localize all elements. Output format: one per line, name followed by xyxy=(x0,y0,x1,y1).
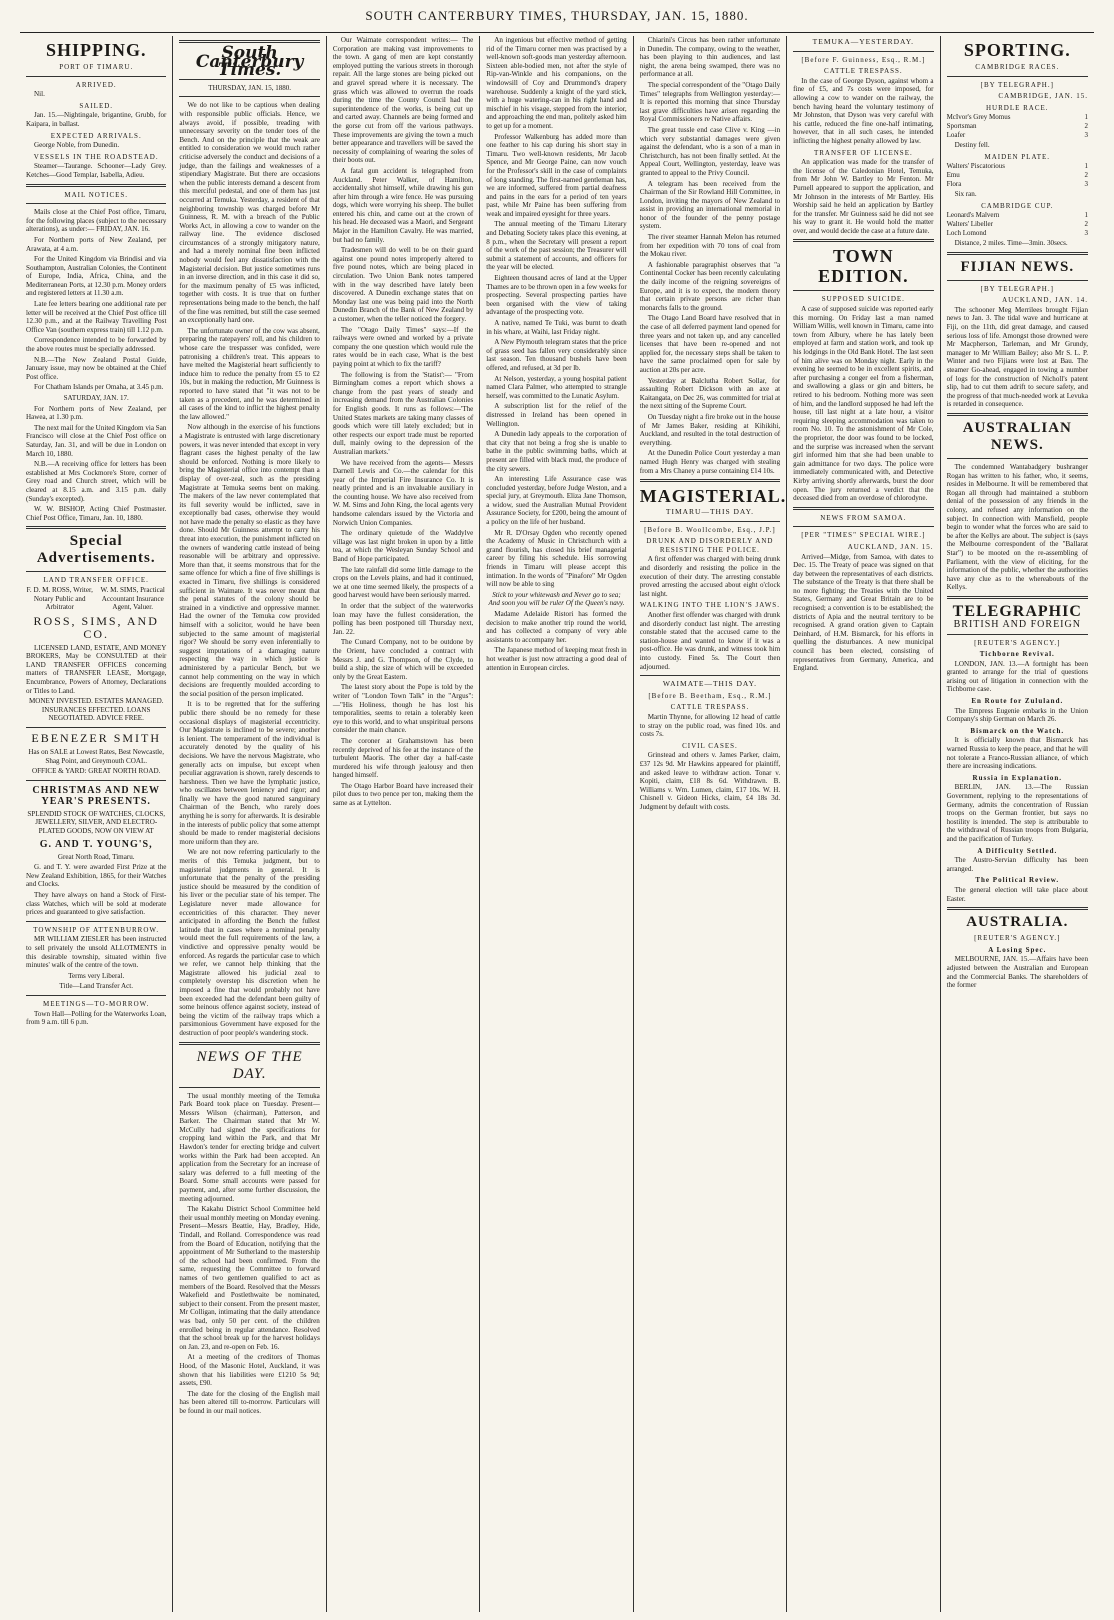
column-4 xyxy=(480,36,633,1612)
losing-heading: A Losing Spec. xyxy=(988,945,1047,954)
result-row: Sportsman 2 xyxy=(946,121,1088,130)
temuka-cattle-text: In the case of George Dyson, against whom a fine of £5, and 7s costs were imposed, for allowing a cow to wander on the railway, the bench having heard the voluntary testimony of Mr Johnston, that Dyson was very careful with his cattle, reduced the fine one-half intimating, however, that in all such cases, he intended inflicting the highest penalty allowed by law. xyxy=(793,76,934,145)
smith-office: OFFICE & YARD: GREAT NORTH ROAD. xyxy=(31,767,161,776)
news-paragraph: The Japanese method of keeping meat fresh in hot weather is just now attracting a good deal of attention in European circles. xyxy=(486,646,627,672)
township-heading: TOWNSHIP OF ATTENBURROW. xyxy=(33,925,160,934)
masthead: SOUTH CANTERBURY TIMES, THURSDAY, JAN. 15, 1880. xyxy=(20,8,1094,33)
ross-text: LICENSED LAND, ESTATE, AND MONEY BROKERS, May be CONSULTED at their LAND TRANSFER OFFICES concerning matters of TRANSFER LEASE, Mortgage, Encumbrance, Powers of Attorney, Declarations or Titles to Land. xyxy=(26,643,167,695)
result-row: Flora 3 xyxy=(946,179,1088,188)
sporting-title: SPORTING. xyxy=(963,40,1071,60)
arrived-text: Nil. xyxy=(34,90,45,99)
fijian-dateline: AUCKLAND, JAN. 14. xyxy=(1002,296,1088,305)
news-paragraph: The coroner at Grahamstown has been recently deprived of his fee at the instance of the turbulent Maoris. The other day a half-caste murdered his wife through jealousy and then hanged himself. xyxy=(332,736,474,780)
fijian-text: The schooner Meg Merrilees brought Fijian news to Jan. 3. The tidal wave and hurricane at Fiji, on the 11th, did great damage, and caused serious loss of life. Amongst those drowned were Mr Macpherson, Tarleman, and Mr Grundy, manager to Mr William Bailey; also Mr S. L. P. Winter and two Fijians were lost at Bau. The steamer Go-ahead, engaged in towing a number of logs for the construction of Nicholl's patent slip, had to cut them adrift to secure safety, and the progress of that much-needed work at Levuka is retarded in consequence. xyxy=(946,305,1088,409)
mail-paragraph: For Northern ports of New Zealand, per Hawea, at 1.30 p.m. xyxy=(26,404,167,422)
bismarck-heading: Bismarck on the Watch. xyxy=(970,726,1065,735)
russia-heading: Russia in Explanation. xyxy=(972,773,1063,782)
fijian-title: FIJIAN NEWS. xyxy=(960,258,1075,275)
result-row: Emu 2 xyxy=(946,170,1088,179)
column-2 xyxy=(173,36,326,1612)
fijian-by: [BY TELEGRAPH.] xyxy=(980,284,1054,293)
town-edition-title: TOWN EDITION. xyxy=(818,246,909,287)
maiden-results xyxy=(947,162,1088,188)
mail-paragraph: Mails close at the Chief Post office, Timaru, for the following places (subject to the necessary alterations), as under:— FRIDAY, JAN. 16. xyxy=(26,208,167,234)
news-paragraph: A fatal gun accident is telegraphed from Auckland. Peter Walker, of Hamilton, accidentally shot himself, while drawing his gun after him through a wire fence. He was pursuing dogs, which were worrying his sheep. The bullet entered his chin, and came out at the crown of his head. He deceased was a Maori, and Sergeant Major in the Hamilton Cavalry. He was married, but had no family. xyxy=(332,166,474,244)
smith-text: Has on SALE at Lowest Rates, Best Newcastle, Shag Point, and Greymouth COAL. xyxy=(28,748,165,765)
cambridge-dateline: CAMBRIDGE, JAN. 15. xyxy=(998,92,1088,101)
news-paragraph: A Dunedin lady appeals to the corporation of that city that not being a frog she is unable to bathe in the public swimming baths, which at present are filled with black mud, the produce of the city sewers. xyxy=(486,430,627,473)
port-heading: PORT OF TIMARU. xyxy=(59,63,134,71)
eugenie-text: The Empress Eugenie embarks in the Union Company's ship German on March 26. xyxy=(946,706,1088,724)
title-land-text: Title—Land Transfer Act. xyxy=(59,982,134,991)
ross-sims-heading: ROSS, SIMS, AND CO. xyxy=(33,613,159,641)
terms-text: Terms very Liberal. xyxy=(68,971,125,980)
mail-paragraph: N.B.—The New Zealand Postal Guide, January issue, may now be obtained at the Chief Post office. xyxy=(26,355,167,381)
paper-name: South Canterbury Times. xyxy=(195,43,304,81)
magisterial-subtitle: TIMARU—THIS DAY. xyxy=(665,507,754,517)
samoa-text: Arrived—Midge, from Samoa, with dates to Dec. 15. The Treaty of peace was signed on that day between the representatives of each districts. The substance of the Treaty is that there shall be no more fighting; the Treaties with the United States, Germany and Great Britain are to be recognised; a convention is to be established; the districts of Apia and the neutral territory to be recognised. A grand oration given to Captain Deinhard, of H.M. Bismarck, for his efforts in quelling the disturbances. A new municipal council has been elected, consisting of representatives from Germany, America, and England. xyxy=(793,552,934,673)
mail-paragraph: For Northern ports of New Zealand, per Arawata, at 4 a.m. xyxy=(26,235,167,253)
drunk-text: A first offender was charged with being drunk and disorderly and resisting the police in the execution of their duty. The arresting constable proved arresting the accused about eight o'clock last night. xyxy=(639,555,781,598)
cambridge-title: CAMBRIDGE RACES. xyxy=(975,63,1060,71)
news-paragraph: A native, named Te Tuki, was burnt to death in his whare, at Waihi, last Friday night. xyxy=(486,319,627,336)
cup-heading: CAMBRIDGE CUP. xyxy=(981,201,1054,210)
telegraphic-subtitle: BRITISH AND FOREIGN xyxy=(953,618,1081,630)
news-paragraph: The usual monthly meeting of the Temuka Park Board took place on Tuesday. Present—Messrs Wilson (chairman), Patterson, and Barker. The Chairman stated that Mr W. McCully had signed the specifications for cropping land within the Park, and that Mr Hawdon's tender for erecting bridge and culvert works within the Park had been accepted. An application from the Secretary for an increase of salary was deferred to a full meeting of the Board. Some small accounts were passed for payment, and, after some further discussion, the meeting adjourned. xyxy=(179,1091,320,1203)
firm-right: W. M. SIMS, Practical Accountant Insurance Agent, Valuer. xyxy=(100,585,165,612)
difficulty-heading: A Difficulty Settled. xyxy=(977,846,1058,855)
news-paragraph: The late rainfall did some little damage to the crops on the Levels plains, and had it continued, we at one time seemed likely, the prospects of a good harvest would have been seriously marred. xyxy=(332,565,474,600)
news-paragraph: Madame Adelaide Ristori has formed the decision to make another trip round the world, and has collected a company of very able assistants to accompany her. xyxy=(486,610,627,644)
editorial-paragraph: It is to be regretted that for the suffering public there should be no remedy for these occasional displays of magisterial eccentricity. Our Magistrate is inclined to be severe; another is lenient. The temperament of the individual is accurately denoted by the quality of his decisions. We have the nervous Magistrate, who generally acts on impulse, but except when peculiar aggravation is shown, rarely descends to harshness. Then we have the lymphatic justice, who oscillates between leniency and rigor; and finally we have the good natured sanguinary Chairman of the Bench, who rarely does anything he is sorry for afterwards. It is desirable in the interests of public policy that some attempt should be made to render magisterial decisions more uniform than they are. xyxy=(179,700,320,846)
political-heading: The Political Review. xyxy=(975,876,1060,885)
news-paragraph: At the Dunedin Police Court yesterday a man named Hugh Henry was charged with stealing from a Mrs Chaney a purse containing £14 10s. xyxy=(639,449,781,475)
meetings-heading: MEETINGS—TO-MORROW. xyxy=(43,999,150,1008)
mail-title: MAIL NOTICES. xyxy=(64,190,129,199)
temuka-title: TEMUKA—YESTERDAY. xyxy=(812,37,915,46)
news-paragraph: The Kakahu District School Committee held their usual monthly meeting on Monday evening. Present—Messrs Beattie, Hay, Bradley, Hide, Tindall, and Rolland. Correspondence was read from the Board of Education, notifying that the appointment of Mr Sutherland to the mastership of the school had been confirmed. From the same, requesting the Committee to forward names of two gentlemen qualified to act as members of the Board. Resolved that the Messrs Wakefield and Postlethwaite be nominated, subject to their consent. From the present master, Mr Colligan, intimating that the daily attendance was bad, only 50 per cent. of the children enrolled being in regular attendance. Resolved that the school break up for the harvest holidays on Jan. 23, and re-open on Feb. 16. xyxy=(179,1205,320,1351)
expected-text: George Noble, from Dunedin. xyxy=(34,141,120,150)
young-text: G. and T. Y. were awarded First Prize at the New Zealand Exhibition, 1865, for their Watches and Clocks. xyxy=(26,863,167,889)
young-address: Great North Road, Timaru. xyxy=(57,852,135,861)
news-paragraph: The river steamer Hannah Melon has returned from her expedition with 70 tons of coal from the Mokau river. xyxy=(639,233,781,259)
cup-results xyxy=(947,211,1088,237)
news-of-the-day-title: NEWS OF THE DAY. xyxy=(196,1048,303,1082)
news-paragraph: Eighteen thousand acres of land at the Upper Thames are to be thrown open in a few weeks for prospecting. Several prospecting parties have been organised with the view of taking advantage of the prospecting vote. xyxy=(486,274,627,317)
civil-heading: CIVIL CASES. xyxy=(682,741,738,750)
shipping-title: SHIPPING. xyxy=(45,40,147,60)
tichborne-text: LONDON, JAN. 13.—A fortnight has been granted to arrange for the trial of questions arising out of litigation in connection with the Tichborne case. xyxy=(946,659,1088,694)
news-paragraph: Our Waimate correspondent writes:— The Corporation are making vast improvements to the town. A gang of men are kept constantly employed putting the various streets in thorough repair. All the large stones are being picked out and gravel spread where it is necessary. The grass which was allowed to overrun the roads during the time the County Council had the superintendence of the works, is being cut up and carted away. Channels are being formed and the gorse cut from off the various pathways. These improvements are giving the town a much better appearance and travellers will be saved the necessity of complaining of wearing the soles of their boots out. xyxy=(332,36,474,165)
mail-paragraph: Late fee letters bearing one additional rate per letter will be received at the Chief Post office till 12.30 p.m., and at the Railway Travelling Post Office Van (southern express train) till 1.12 p.m. xyxy=(26,300,167,334)
mail-paragraph: N.B.—A receiving office for letters has been established at Mrs Cockmore's Store, corner of Grey road and Church street, which will be cleared at 8.15 a.m. and 3.15 p.m. daily (Sunday's excepted). xyxy=(26,460,167,503)
waimate-before: [Before B. Beetham, Esq., R.M.] xyxy=(648,691,772,700)
news-paragraph: An ingenious but effective method of getting rid of the Timaru corner men was practised by a well-known soft-goods man yesterday afternoon. Sixteen able-bodied men, not after the style of Rip-van-Winkle and his companions, on the windowsill of Coy and Drummond's drapery warehouse. Suddenly a knight of the yard stick, with a huge watering-can in his right hand and mischief in his visage, stepped from the interior, and approaching the end man, politely asked him to get up for a moment. xyxy=(486,36,627,130)
australian-text: The condemned Wantabadgery bushranger Rogan has written to his father, who, it seems, resides in Melbourne. It will be remembered that Rogan all through had maintained a stubborn denial of the possession of any friends in the colony, and refused any information on the subject. In connection with Mansfield, people begin to wonder what the forces who are said to be after the Kellys are about. The subject is (says the Melbourne correspondent of the "Ballarat Star") to be mooted on the re-assembling of Parliament, with the view of eliciting, for the information of the public, whether the authorities have any clue as to the whereabouts of the Kellys. xyxy=(946,463,1088,592)
telegraphic-title: TELEGRAPHIC xyxy=(952,602,1082,620)
editorial-paragraph: Now although in the exercise of his functions a Magistrate is entrusted with large discretionary powers, it was never intended that except in very flagrant cases the highest penalty of the law should be enforced. Nothing is more likely to bring the Magisterial office into contempt than a display of over-zeal, such as the presiding Magistrate at Temuka seems bent on making. The makers of the law never contemplated that its full severity would be inflicted, save in exceptionally bad cases, otherwise they would not have made the penalty so elastic as they have done. Should Mr Guinness attempt to carry his threat into execution, the punishment inflicted on the owners of wandering cattle instead of being reasonable will be arbitrary and oppressive. More than that, it seems monstrous that for the same offence for which a fine of five shillings is exacted in Timaru, five shillings is considered sufficient in Waimate. It was never meant that the penal statutes of the colony should be strained in a vindictive and oppressive manner. Had the owner of the Temuka cow provided himself with a solicitor, would he have been subjected to the same amount of magisterial rigor? We should be sorry even inferentially to suggest imputations of a damaging nature respecting the way in which justice is administered by a particular Bench, but we cannot help commenting on the way in which decisions are frequently moulded according to the social position of the person implicated. xyxy=(179,423,320,698)
eugenie-heading: En Route for Zululand. xyxy=(971,697,1064,706)
column-6 xyxy=(787,36,940,1612)
firm-left: F. D. M. ROSS, Writer, Notary Public and Arbitrator xyxy=(26,585,93,612)
difficulty-text: The Austro-Servian difficulty has been arranged. xyxy=(946,856,1088,873)
news-paragraph: A New Plymouth telegram states that the price of grass seed has fallen very considerably since last season. Ten thousand bushels have been offered, and refused, at 3d per lb. xyxy=(486,338,627,372)
news-paragraph: The Otago Harbor Board have increased their pilot dues to two pence per ton, making them the same as at Lyttelton. xyxy=(332,781,474,808)
news-paragraph: The following is from the 'Statist':— "From Birmingham comes a report which shows a change from the past years of steady and increasing demand from the Australian Colonies for English goods. It runs as follows:—'The United States markets are taking many classes of goods which were till lately excluded; but in other respects our export trade must be reported dull, mainly owing to the depression of the Australian markets.' xyxy=(332,370,474,456)
news-paragraph: The annual meeting of the Timaru Literary and Debating Society takes place this evening, at 8 p.m., when the Secretary will present a report of the work of the past session; the Treasurer will submit a statement of accounts, and officers for the year will be elected. xyxy=(486,220,627,272)
editorial-paragraph: The unfortunate owner of the cow was absent, preparing the ratepayers' roll, and his children to whose care the trespasser was confided, were patronising a children's treat. This appears to have melted the Magisterial heart sufficiently to induce him to reduce the penalty from £5 to £2 10s, but in making the reduction, Mr Guinness is reported to have stated that "it was not to be taken as a precedent, and he was determined in all cases of the kind to inflict the highest penalty the law allowed." xyxy=(179,326,320,421)
result-row: McIvor's Grey Momus 1 xyxy=(946,113,1088,122)
civil-text: Grinstead and others v. James Parker, claim, £37 12s 9d. Mr Hawkins appeared for plaintiff, and asked leave to withdraw action. Tonar v. Kopiti, claim, £18 8s 6d. Withdrawn. B. Williams v. Wm. Lumen, claim, £17 10s. W. H. Chisnell v. Gideon Hicks, claim, £4 18s 3d. Judgment by default with costs. xyxy=(639,751,781,811)
news-paragraph: Yesterday at Balclutha Robert Sollar, for assaulting Robert Dickson with an axe at Kaitangata, on Dec 26, was committed for trial at the next sitting of the Supreme Court. xyxy=(639,376,781,411)
watches-text: SPLENDID STOCK OF WATCHES, CLOCKS, JEWELLERY, SILVER, AND ELECTRO-PLATED GOODS, NOW ON VIEW AT xyxy=(27,809,166,835)
news-paragraph: The ordinary quietude of the Waddylve village was last night broken in upon by a little tea, at which the Wesleyan Sunday School and Band of Hope participated. xyxy=(332,529,474,564)
hurdle-results xyxy=(947,113,1088,139)
temuka-cattle-heading: CATTLE TRESPASS. xyxy=(824,67,903,76)
xmas-heading: CHRISTMAS AND NEW YEAR'S PRESENTS. xyxy=(32,784,160,807)
news-paragraph: The Otago Land Board have resolved that in the case of all deferred payment land opened for three years and not taken up, and any cancelled licenses that have been re-opened and not applied for, the necessary steps shall be taken to have the same proclaimed open for sale by auction at 20s per acre. xyxy=(639,314,781,374)
licence-text: An application was made for the transfer of the license of the Caledonian Hotel, Temuka, from Mr John W. Bartley to Mr Fenton. Mr Purnell appeared to support the application, and Mr Johnson in the interests of Mr Bartley. His Worship said he held an application by Bartley for the transfer. Mr Guinness said he did not see his way to grant it. He would hold the matter over, and would decide the case at a future date. xyxy=(793,158,934,235)
news-paragraph: Professor Walkenburg has added more than one feather to his cap during his short stay in Timaru. Two well-known residents, Mr Jacob Spence, and Mr George Paine, can now vouch for the Professor's skill in the case of complaints of long standing. The first-named gentleman has, we are informed, suffered from partial deafness and pains in the ears for a period of ten years past, while Mr Paine has been suffering from weak and impaired eyesight for three years. xyxy=(486,132,627,218)
australian-title: AUSTRALIAN NEWS. xyxy=(962,420,1072,453)
song-verse: Stick to your whitewash and Never go to sea; And soon you will be ruler Of the Queen's navy. xyxy=(488,590,625,608)
maiden-foot: Six ran. xyxy=(954,190,977,199)
column-5 xyxy=(634,36,787,1612)
cattle-text: Martin Thynne, for allowing 12 head of cattle to stray on the public road, was fined 10s. and costs 7s. xyxy=(639,712,781,739)
suicide-heading: SUPPOSED SUICIDE. xyxy=(821,295,905,304)
cattle-heading: CATTLE TRESPASS. xyxy=(670,703,750,712)
newspaper-page xyxy=(20,36,1094,1612)
news-paragraph: A subscription list for the relief of the distressed in Ireland has been opened in Wellington. xyxy=(486,402,627,428)
news-paragraph: The great tussle end case Clive v. King —in which very substantial damages were given against the defendant, who is a son of a man in Christchurch, has not been finally settled. At the Appeal Court, Wellington, yesterday, leave was granted to appeal to the Privy Council. xyxy=(639,125,781,177)
mail-paragraph: W. W. BISHOP, Acting Chief Postmaster. Chief Post Office, Timaru, Jan. 10, 1880. xyxy=(26,505,167,522)
samoa-subheading: [PER "TIMES" SPECIAL WIRE.] xyxy=(801,531,926,540)
special-ads-title: Special Advertisements. xyxy=(36,533,156,567)
news-paragraph: We have received from the agents— Messrs Darnell Lewis and Co.—the calendar for this year of the Imperial Fire Insurance Co. It is neatly printed and is an invaluable auxiliary in the counting house. We have also received from W. M. Sims and John King, the local agents very handsome calendars issued by the Victoria and Norwich Union Companies. xyxy=(332,458,474,527)
editorial-paragraph: We are not now referring particularly to the merits of this Temuka judgment, but to magisterial judgments in general. It is unfortunate that the penalty of the presiding justice should be measured by the condition of his liver or the peculiar state of his temper. The Legislature never made allowance for eccentricities of this character. They never anticipated in affording the Bench the fullest latitude that in cases where a nominal penalty would meet the full requirements of the law, a vindictive and oppressive penalty would be enforced. As regards the particular case to which we refer, we cannot help thinking that the Magistrate allowed his judicial zeal to completely overstep his discretion when he imposed a fine that would probably not have been exceeded had the defendant been guilty of some heinous offence against society, instead of being the victim of the railway traps which a parsimonious Government have exposed for the destruction of poor people's wandering stock. xyxy=(179,848,320,1037)
australia-title: AUSTRALIA. xyxy=(966,914,1069,931)
advice-text: MONEY INVESTED. ESTATES MANAGED. INSURANCES EFFECTED. LOANS NEGOTIATED. ADVICE FREE. xyxy=(28,697,164,723)
losing-text: MELBOURNE, JAN. 15.—Affairs have been adjusted between the Australian and European and the Commercial Banks. The shareholders of the former xyxy=(946,955,1088,990)
roadstead-label: VESSELS IN THE ROADSTEAD. xyxy=(33,152,159,161)
magisterial-before: [Before B. Woollcombe, Esq., J.P.] xyxy=(644,525,776,534)
township-text: MR WILLIAM ZIESLER has been instructed to sell privately the unsold ALLOTMENTS in this desirable township, situated within five minutes' walk of the centre of the town. xyxy=(26,935,167,970)
smith-heading: EBENEZER SMITH xyxy=(31,731,162,746)
arrived-label: ARRIVED. xyxy=(75,80,117,89)
drunk-heading: DRUNK AND DISORDERLY AND RESISTING THE POLICE. xyxy=(646,537,774,554)
land-office-title: LAND TRANSFER OFFICE. xyxy=(43,576,149,585)
news-paragraph: In order that the subject of the waterworks loan may have the fullest consideration, the polling has been postponed till Thursday next, Jan. 22. xyxy=(332,602,474,636)
hurdle-heading: HURDLE RACE. xyxy=(986,103,1049,112)
result-row: Leonard's Malvern 1 xyxy=(946,211,1088,220)
result-row: Walters' Piscatorious 1 xyxy=(946,162,1088,171)
news-paragraph: The Cunard Company, not to be outdone by the Orient, have concluded a contract with Messrs J. and G. Thompson, of the Clyde, to build a ship, the size of which will be exceeded only by the Great Eastern. xyxy=(332,638,474,681)
maiden-heading: MAIDEN PLATE. xyxy=(984,152,1051,161)
samoa-heading: NEWS FROM SAMOA. xyxy=(820,513,907,522)
news-paragraph: Chiarini's Circus has been rather unfortunate in Dunedin. The company, owing to the weather, has been playing to thin audiences, and last night, the arena being swamped, there was no performance at all. xyxy=(639,36,781,79)
news-paragraph: The latest story about the Pope is told by the writer of "London Town Talk" in the "Argus":—"His Holiness, though he has lost his temporalities, seems to retain a tolerably keen eye to this world, and to what unspiritual persons consider the main chance. xyxy=(332,683,474,735)
news-paragraph: Mr R. D'Orsay Ogden who recently opened the Academy of Music in Christchurch with a grand flourish, has closed his brief managerial career by filing his schedule. His sorrowing friends in Timaru will please accept this intimation. In the words of "Pinafore" Mr Ogden will now be able to sing xyxy=(486,528,627,589)
news-paragraph: On Tuesday night a fire broke out in the house of Mr James Baker, residing at Kihikihi, Auckland, and resulted in the total destruction of everything. xyxy=(639,412,781,447)
news-paragraph: A fashionable paragraphist observes that "a Continental Cocker has been recently calculating the daily income of the reigning sovereigns of Europe, and it is to expect, the modern theory that certain private persons are richer than monarchs falls to the ground. xyxy=(639,260,781,312)
political-text: The general election will take place about Easter. xyxy=(946,885,1088,903)
hurdle-foot: Destiny fell. xyxy=(954,141,990,150)
waimate-title: WAIMATE—THIS DAY. xyxy=(662,679,757,689)
editorial-date: THURSDAY, JAN. 15, 1880. xyxy=(208,83,291,92)
news-paragraph: At Nelson, yesterday, a young hospital patient named Clara Palmer, who attempted to strangle herself, was committed to the Lunatic Asylum. xyxy=(486,374,627,400)
sailed-text: Jan. 15.—Nightingale, brigantine, Grubb, for Kaipara, in ballast. xyxy=(26,111,167,128)
licence-heading: TRANSFER OF LICENSE. xyxy=(813,148,913,157)
cup-foot: Distance, 2 miles. Time—3min. 30secs. xyxy=(954,239,1068,248)
young-text-2: They have always on hand a Stock of First-class Watches, which will be sold at moderate prices and guaranteed to give satisfaction. xyxy=(26,890,167,917)
lion-text: Another first offender was charged with drunk and disorderly conduct last night. The arresting constable stated that the accused came to the station-house and wanted to know if it was a post-office. He was drunk, and witness took him into custody. Fined 5s. The Court then adjourned. xyxy=(639,611,781,671)
mail-paragraph: Correspondence intended to be forwarded by the above routes must be specially addressed. xyxy=(26,336,167,354)
result-row: Loch Lomond 3 xyxy=(946,228,1088,237)
reuter-note: [REUTER'S AGENCY.] xyxy=(974,638,1061,647)
editorial-paragraph: We do not like to be captious when dealing with responsible public officials. Hence, we always avoid, if possible, treading with unnecessary severity on the tender toes of the Bench. And on the principle that the weak are entitled to consideration we would much rather criticise adversely the conduct and decisions of a judge, than the failings and weaknesses of a stipendiary Magistrate. But there are occasions when the public interests demand a descent from this merciful pedestal, and one of them has just occurred at Temuka. Yesterday, a resident of that neighboring township was charged before Mr Guinness, R. M. with a breach of the Public Works Act, in allowing a cow to wander on the railway line. The evidence disclosed circumstances of a strongly mitigatory nature, and had a merely nominal fine been inflicted nobody would feel any dissatisfaction with the Magisterial decision. But justice sometimes runs in an inverse direction, and in this case it did so, for the maximum penalty of £5 was inflicted, together with costs. It is true that on further representations being made to the bench, the half of the fine was remitted, but still the case seemed an exceptionally hard one. xyxy=(179,101,320,325)
magisterial-title: MAGISTERIAL. xyxy=(639,486,787,507)
tichborne-heading: Tichborne Revival. xyxy=(979,650,1055,659)
news-paragraph: An interesting Life Assurance case was concluded yesterday, before Judge Weston, and a special jury, at Greymouth. Eliza Jane Thomson, a widow, sued the Australian Mutual Provident Assurance Society, for £200, being the amount of a policy on the life of her husband. xyxy=(486,475,627,527)
temuka-before: [Before F. Guinness, Esq., R.M.] xyxy=(801,55,926,64)
result-row: Loafer 3 xyxy=(946,130,1088,139)
sailed-label: SAILED. xyxy=(79,101,114,110)
australia-reuter: [REUTER'S AGENCY.] xyxy=(974,934,1061,943)
telegraph-note: [BY TELEGRAPH.] xyxy=(980,80,1054,89)
suicide-text: A case of supposed suicide was reported early this morning. On Friday last a man named William Willis, well known in Timaru, came into town from Albury, where he has lately been employed at farm and station work, and took up his lodgings in the Old Bank Hotel. The last seen of him alive was on Monday night. Early in the evening he seemed to be in excellent spirits, and after purchasing a conger eel from a fisherman, and swallowing a glass or gin and bitters, he retired to his bedroom. Nothing more was seen of him, and the landlord supposed he had left the house, till last night at a late hour, a visitor requiring sleeping accommodation was taken to room No. 10. To the astonishment of Mr Cole, the proprietor, the door was found to be locked, and the surprise was increased when the servant girl informed him that she had been unable to gain admittance for two days. The police were immediately communicated with, and Detective Kirby arriving shortly afterwards, burst the door open. The jury returned a verdict that the deceased died from an overdose of chlorodyne. xyxy=(793,305,934,503)
expected-label: EXPECTED ARRIVALS. xyxy=(50,131,142,140)
russia-text: BERLIN, JAN. 13.—The Russian Government, replying to the representations of Germany, admits the concentration of Russian troops on the German frontier, but says no hostility is intended. The step is attributable to the withdrawal of Russian troops from Bulgaria, and the pacification of Turkey. xyxy=(946,783,1088,843)
column-3 xyxy=(327,36,480,1612)
news-paragraph: Tradesmen will do well to be on their guard against one pound notes improperly altered to five pound notes, which are being placed in circulation. Two Union Bank notes tampered with in the way described have lately been discovered. A Dunedin exchange states that on Monday last one was being paid into the North Dunedin Branch of the Bank of New Zealand by a customer, when the teller noticed the forgery. xyxy=(332,246,474,323)
bismarck-text: It is officially known that Bismarck has warned Russia to keep the peace, and that he will not tolerate a Franco-Russian alliance, of which there are increasing indications. xyxy=(946,736,1088,771)
mail-paragraph: For the United Kingdom via Brindisi and via Southampton, Australian Colonies, the Continent of Europe, India, Africa, China, and the Mediterranean Ports, at 12.30 p.m. Money orders and registered letters at 11.30 a.m. xyxy=(26,255,167,298)
column-1 xyxy=(20,36,173,1612)
news-paragraph: A telegram has been received from the Chairman of the Sir Rowland Hill Committee, in London, inviting the mayors of New Zealand to assist in providing an international memorial in honor of the founder of the penny postage system. xyxy=(639,179,781,231)
column-7 xyxy=(941,36,1094,1612)
news-paragraph: The special correspondent of the "Otago Daily Times" telegraphs from Wellington yesterday:—It is reported this morning that since Thursday last grave difficulties have arisen regarding the Royal Commissioners re Native affairs. xyxy=(639,80,781,124)
lion-heading: WALKING INTO THE LION'S JAWS. xyxy=(639,601,780,610)
samoa-dateline: AUCKLAND, JAN. 15. xyxy=(847,542,934,551)
mail-paragraph: For Chatham Islands per Omaha, at 3.45 p.m. xyxy=(34,383,164,392)
result-row: Walters' Libeller 2 xyxy=(946,219,1088,228)
news-paragraph: The date for the closing of the English mail has been altered till to-morrow. Particulars will be found in our mail notices. xyxy=(179,1389,320,1415)
mail-paragraph: The next mail for the United Kingdom via San Francisco will close at the Chief Post office on Saturday, Jan. 31, and will be due in London on March 10, 1880. xyxy=(26,423,167,458)
meetings-text: Town Hall—Polling for the Waterworks Loan, from 9 a.m. till 6 p.m. xyxy=(26,1009,167,1027)
young-heading: G. AND T. YOUNG'S, xyxy=(39,838,153,850)
news-paragraph: At a meeting of the creditors of Thomas Hood, of the Masonic Hotel, Auckland, it was shown that his liabilities were £1210 5s 9d; assets, £90. xyxy=(179,1353,320,1388)
roadstead-text: Steamer—Taurange. Schooner—Lady Grey. Ketches—Good Templar, Isabella, Adieu. xyxy=(26,162,167,179)
news-paragraph: The "Otago Daily Times" says:—If the railways were owned and worked by a private company the one question which would rule the rates would be in each case, What is the best paying point at which to fix the tariff? xyxy=(332,325,474,368)
mail-paragraph: SATURDAY, JAN. 17. xyxy=(63,394,129,402)
